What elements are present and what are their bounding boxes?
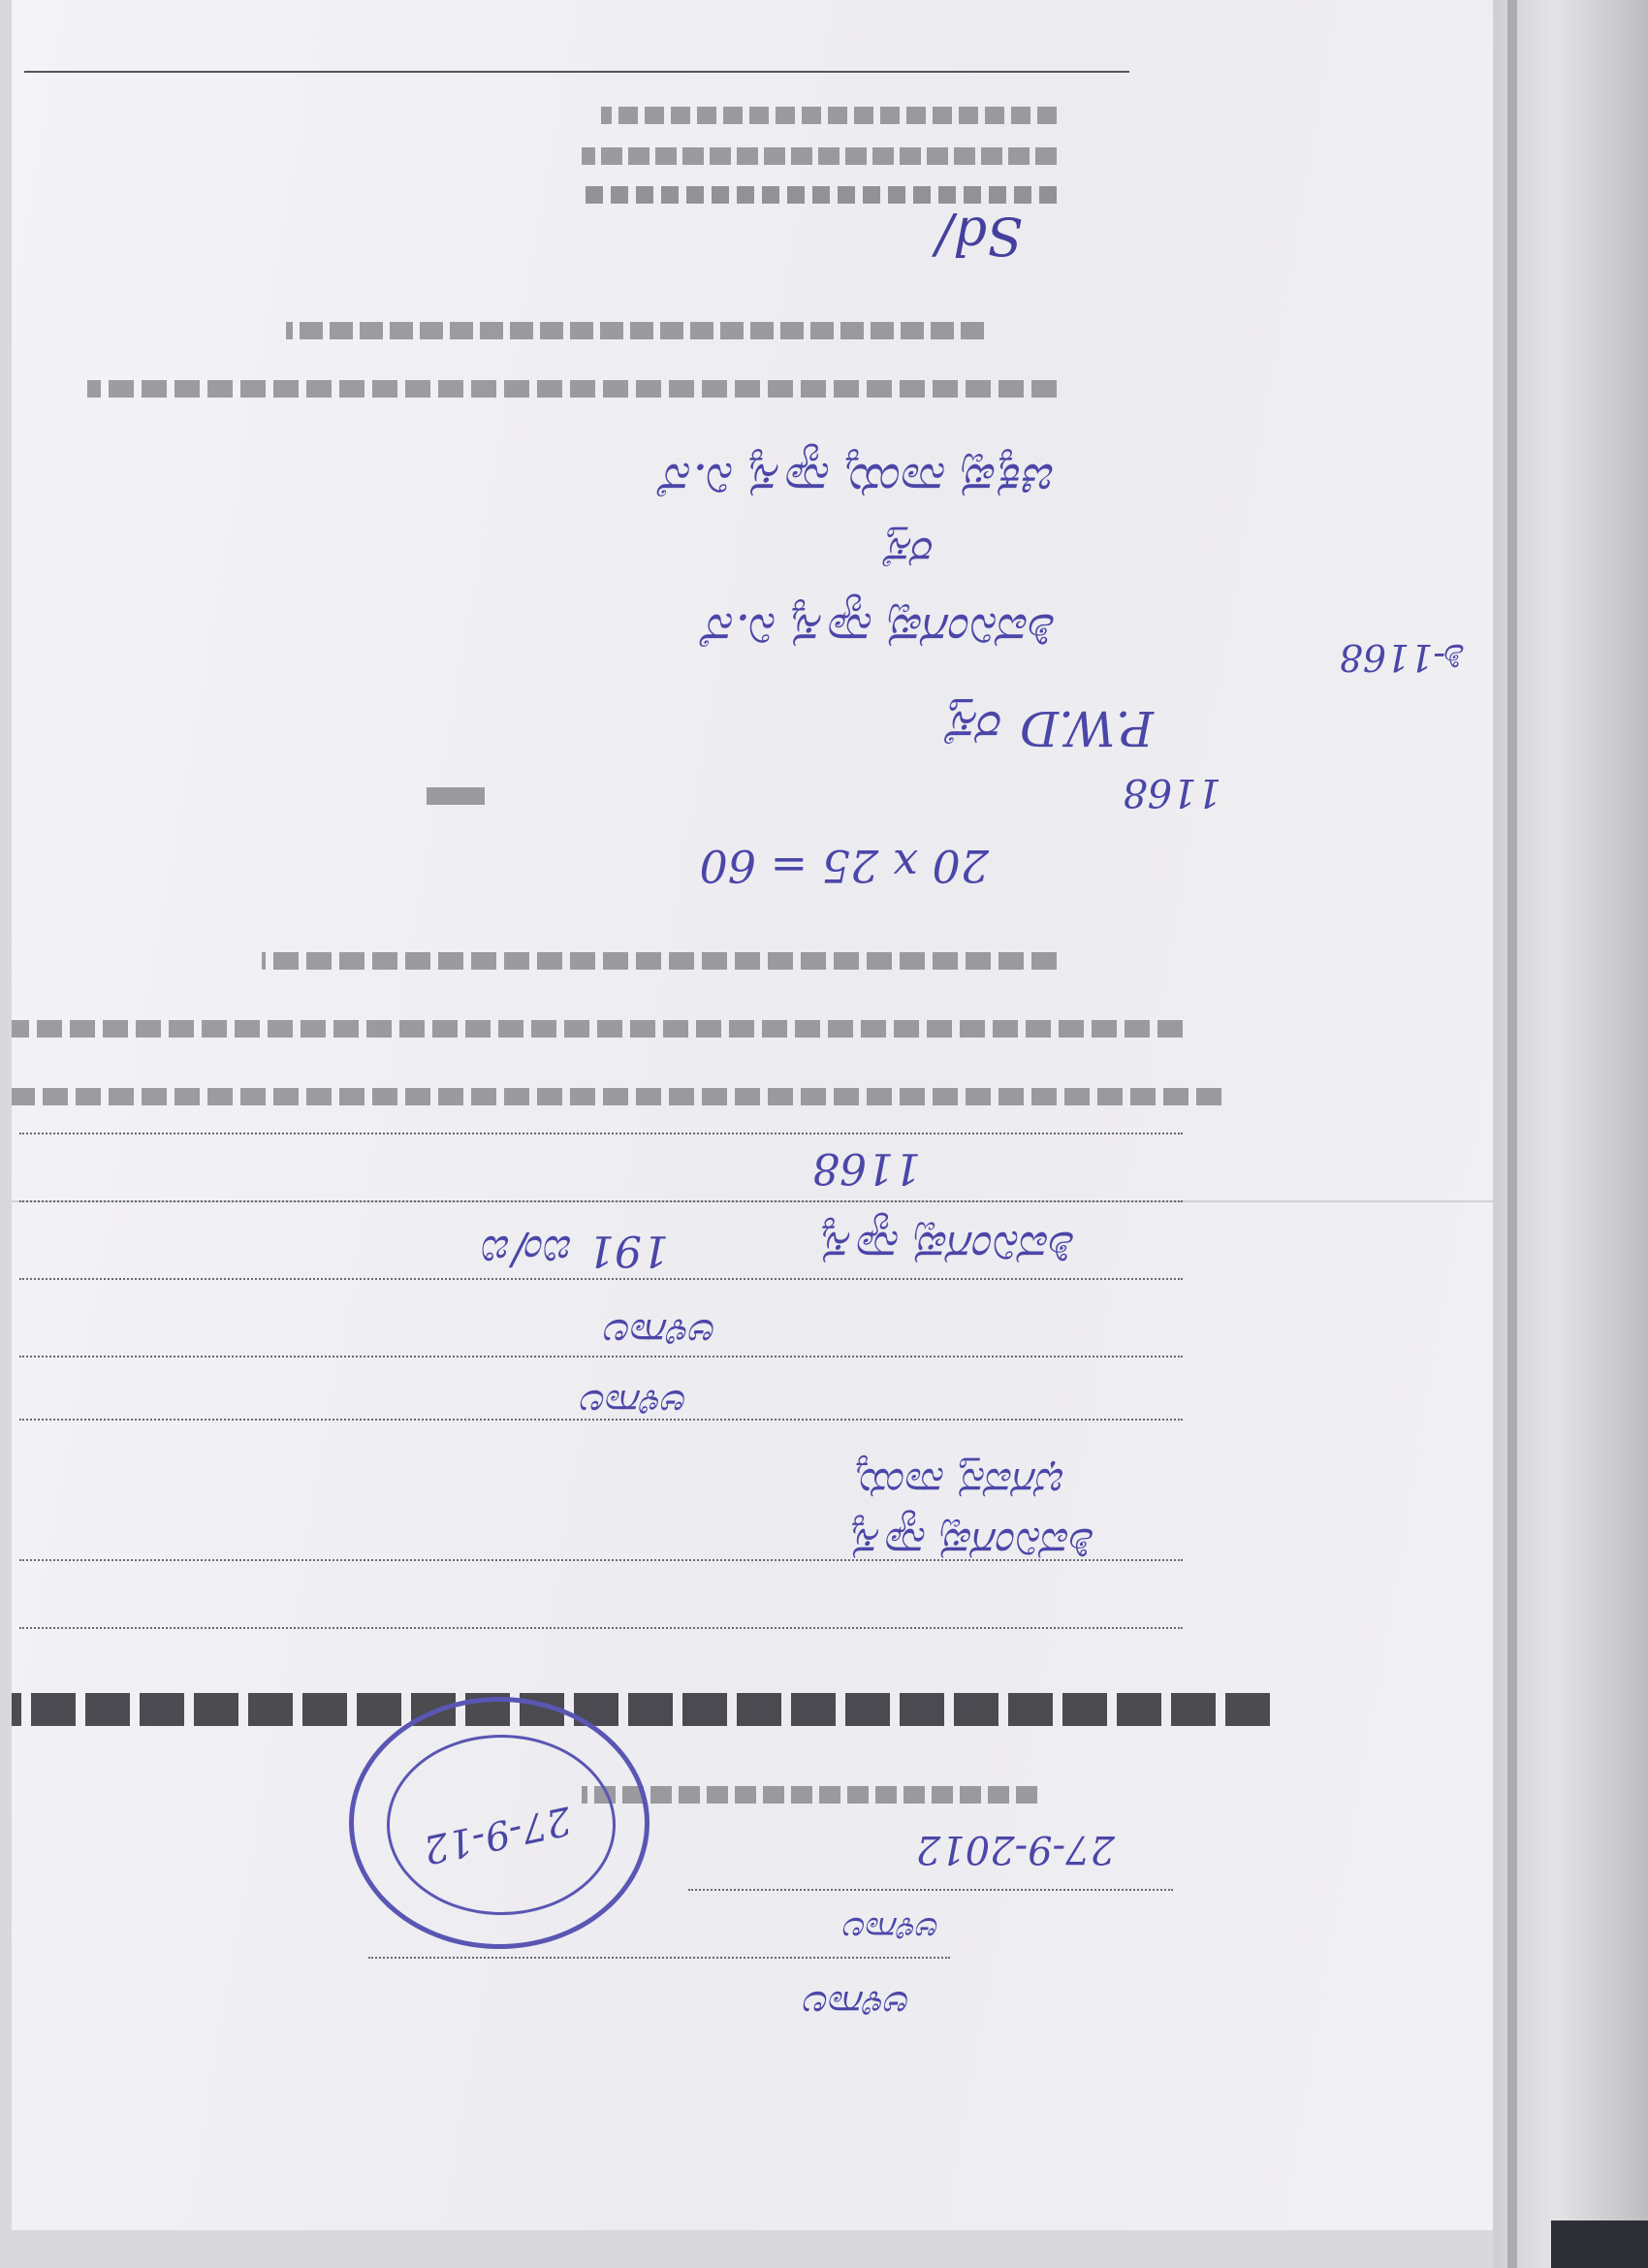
owner-name: ಶಿವನಿಂಗಪ್ಪ ನ್ಯಾಸ್ಕ xyxy=(822,1221,1076,1275)
printed-line-3 xyxy=(601,107,1057,124)
bottom-village: ಅಳಿಗಾಲ xyxy=(805,1982,911,2027)
north-boundary: P.W.D ರಸ್ತೆ xyxy=(946,700,1154,756)
father-name: ಭಗವನ್ತ ನಾಯ್ಕ xyxy=(857,1458,1066,1508)
south-boundary: ಶಿವನಿಂಗಪ್ಪ ನ್ಯಾಸ್ಕ ನಿ.ನೆ xyxy=(706,603,1057,659)
printed-line-8 xyxy=(12,1088,1221,1105)
document-sheet xyxy=(12,0,1512,2230)
site-measurement: 20 x 25 = 60 xyxy=(699,840,989,892)
top-rule xyxy=(24,71,1129,73)
dotted-line-7 xyxy=(19,1627,1183,1629)
dotted-line-2 xyxy=(19,1200,1183,1202)
site-number-2: 1168 xyxy=(812,1143,921,1193)
document-title xyxy=(12,1693,1270,1726)
printed-line-4 xyxy=(286,322,984,339)
village-name-1: ಅಳಿಗಾಲ xyxy=(605,1310,717,1358)
page-spine xyxy=(1507,0,1517,2268)
bottom-taluk: ಅಳಿಗಾಲ xyxy=(844,1909,940,1949)
printed-line-2 xyxy=(582,147,1057,165)
printed-line-1 xyxy=(582,186,1057,204)
dotted-line-1 xyxy=(19,1133,1183,1134)
dotted-line-4 xyxy=(19,1356,1183,1358)
east-boundary: ರಸ್ತೆ xyxy=(884,527,935,577)
signature: Sd/ xyxy=(935,206,1023,267)
village-name-2: ಅಳಿಗಾಲ xyxy=(582,1381,688,1425)
boundary-heading xyxy=(427,787,485,805)
background-strip xyxy=(1551,2220,1648,2268)
dotted-line-8 xyxy=(688,1889,1173,1891)
dotted-line-9 xyxy=(368,1957,950,1959)
panchayat-stamp xyxy=(349,1697,650,1949)
dotted-line-6 xyxy=(19,1559,1183,1561)
record-number: ಶಿ-1168 xyxy=(1339,636,1466,679)
applicant-name: ಶಿವನಿಂಗಪ್ಪ ನ್ಯಾಸ್ಕ xyxy=(852,1518,1095,1571)
printed-line-7 xyxy=(12,1020,1183,1038)
printed-line-6 xyxy=(262,952,1057,970)
dotted-line-3 xyxy=(19,1278,1183,1280)
stamp-date: 27-9-12 xyxy=(419,1797,576,1872)
rotated-document xyxy=(12,0,1512,2230)
dotted-line-5 xyxy=(19,1419,1183,1421)
west-boundary: ಚಿಕ್ಕಪ್ಪ ನಾಯ್ಕ ನ್ಯಾಸ್ಕ ನಿ.ನೆ xyxy=(663,453,1057,509)
bottom-date: 27-9-2012 xyxy=(915,1827,1115,1871)
printed-line-5 xyxy=(87,380,1057,398)
issuing-office xyxy=(582,1786,1037,1804)
site-number: 1168 xyxy=(1123,770,1221,815)
survey-number: 191 ಬಿಂ/ಬಿ xyxy=(483,1226,669,1275)
